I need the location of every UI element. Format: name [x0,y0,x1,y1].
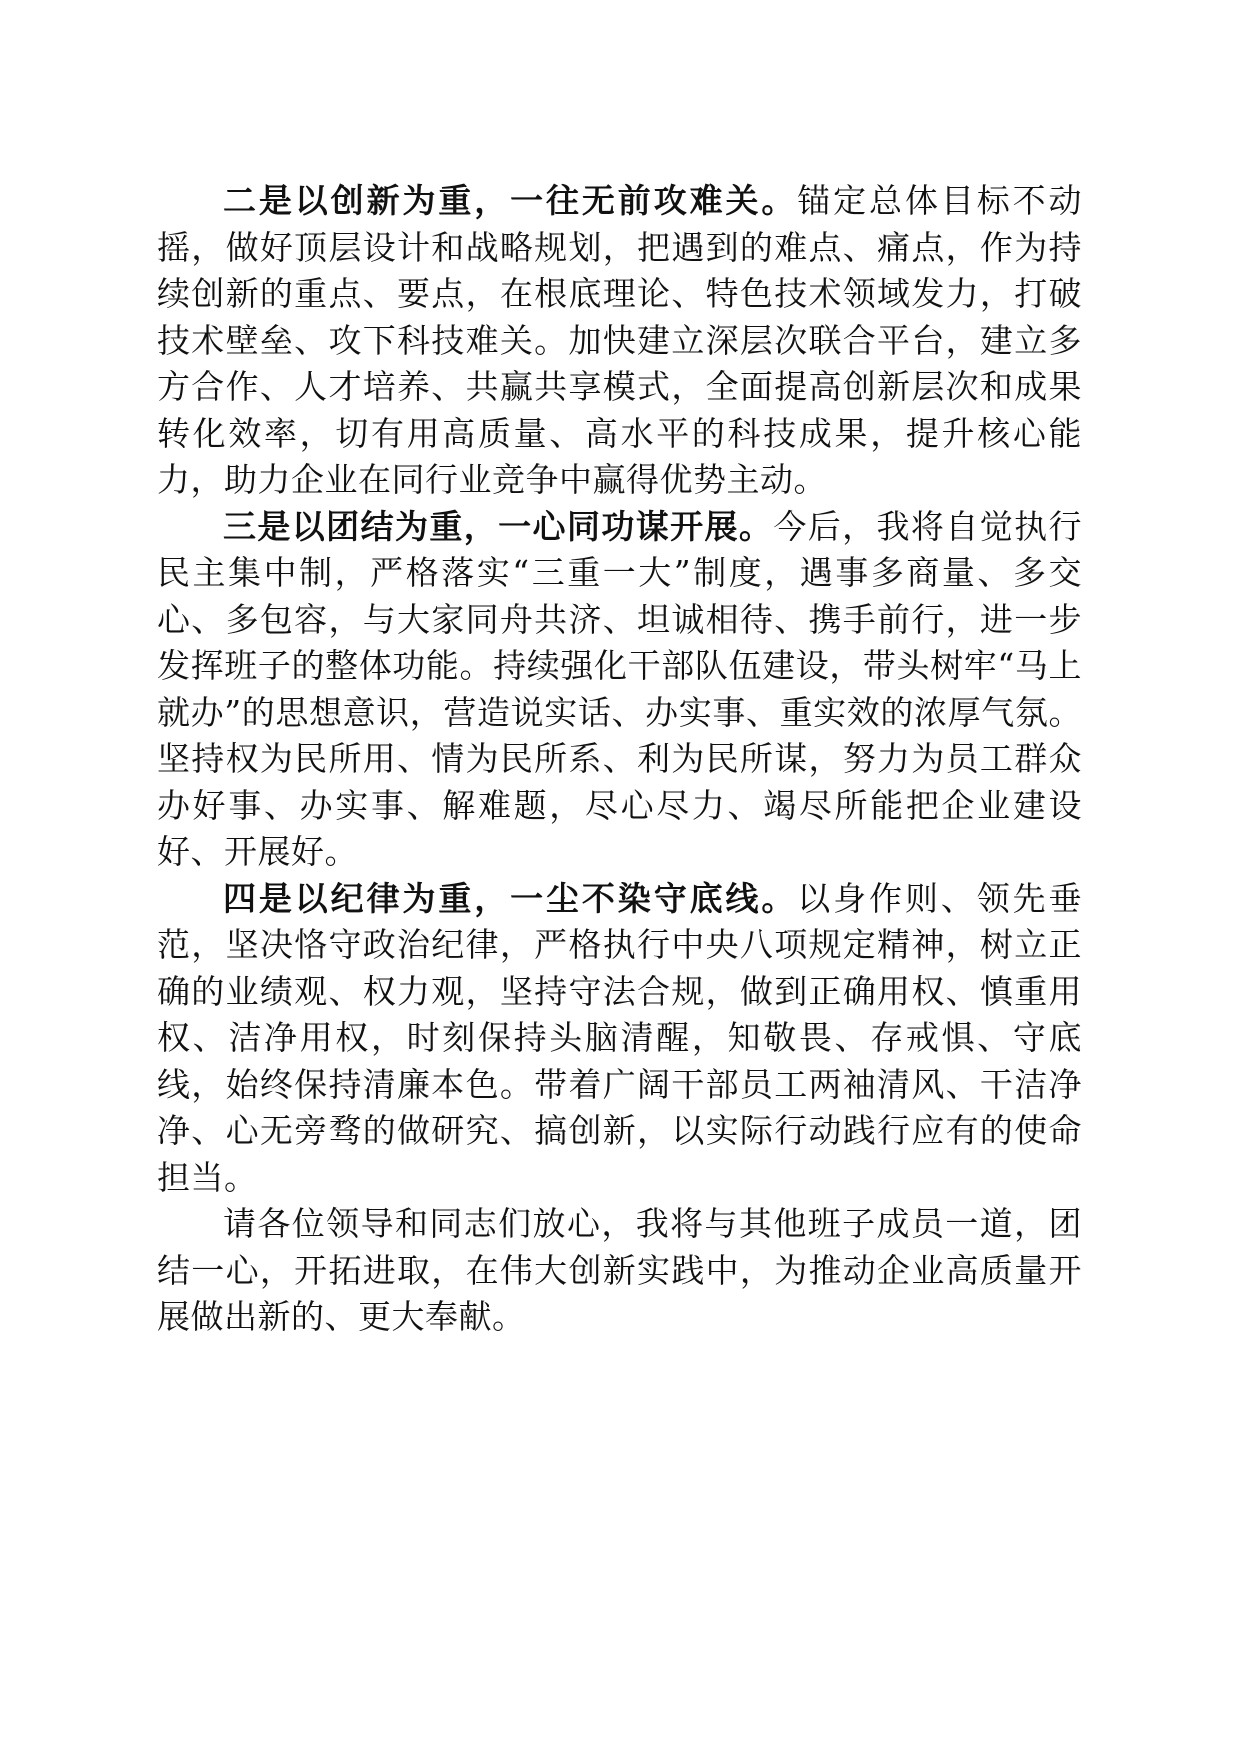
paragraph-heading: 二是以创新为重，一往无前攻难关。 [223,181,798,220]
paragraph-unity [157,504,1082,876]
paragraph-discipline [157,876,1082,1202]
paragraph-text: 以身作则、领先垂范，坚决恪守政治纪律，严格执行中央八项规定精神，树立正确的业绩观、权力观，坚持守法合规，做到正确用权、慎重用权、洁净用权，时刻保持头脑清醒，知敬畏、存戒惧、守底线，始终保持清廉本色。带着广阔干部员工两袖清风、干洁净净、心无旁骛的做研究、搞创新，以实际行动践行应有的使命担当。 [157,878,1083,1197]
paragraph-closing [157,1201,1082,1341]
paragraph-heading: 三是以团结为重，一心同功谋开展。 [223,506,774,546]
document-body [157,178,1082,1341]
paragraph-text: 请各位领导和同志们放心，我将与其他班子成员一道，团结一心，开拓进取，在伟大创新实践中，为推动企业高质量开展做出新的、更大奉献。 [157,1204,1082,1336]
paragraph-heading: 四是以纪律为重，一尘不染守底线。 [223,878,798,918]
paragraph-text: 今后，我将自觉执行民主集中制，严格落实“三重一大”制度，遇事多商量、多交心、多包容，与大家同舟共济、坦诚相待、携手前行，进一步发挥班子的整体功能。持续强化干部队伍建设，带头树牢“马上就办”的思想意识，营造说实话、办实事、重实效的浓厚气氛。坚持权为民所用、情为民所系、利为民所谋，努力为员工群众办好事、办实事、解难题，尽心尽力、竭尽所能把企业建设好、开展好。 [157,506,1083,871]
paragraph-text: 锚定总体目标不动摇，做好顶层设计和战略规划，把遇到的难点、痛点，作为持续创新的重点、要点，在根底理论、特色技术领域发力，打破技术壁垒、攻下科技难关。加快建立深层次联合平台，建立多方合作、人才培养、共赢共享模式，全面提高创新层次和成果转化效率，切有用高质量、高水平的科技成果，提升核心能力，助力企业在同行业竞争中赢得优势主动。 [157,181,1083,499]
paragraph-innovation [157,178,1082,504]
